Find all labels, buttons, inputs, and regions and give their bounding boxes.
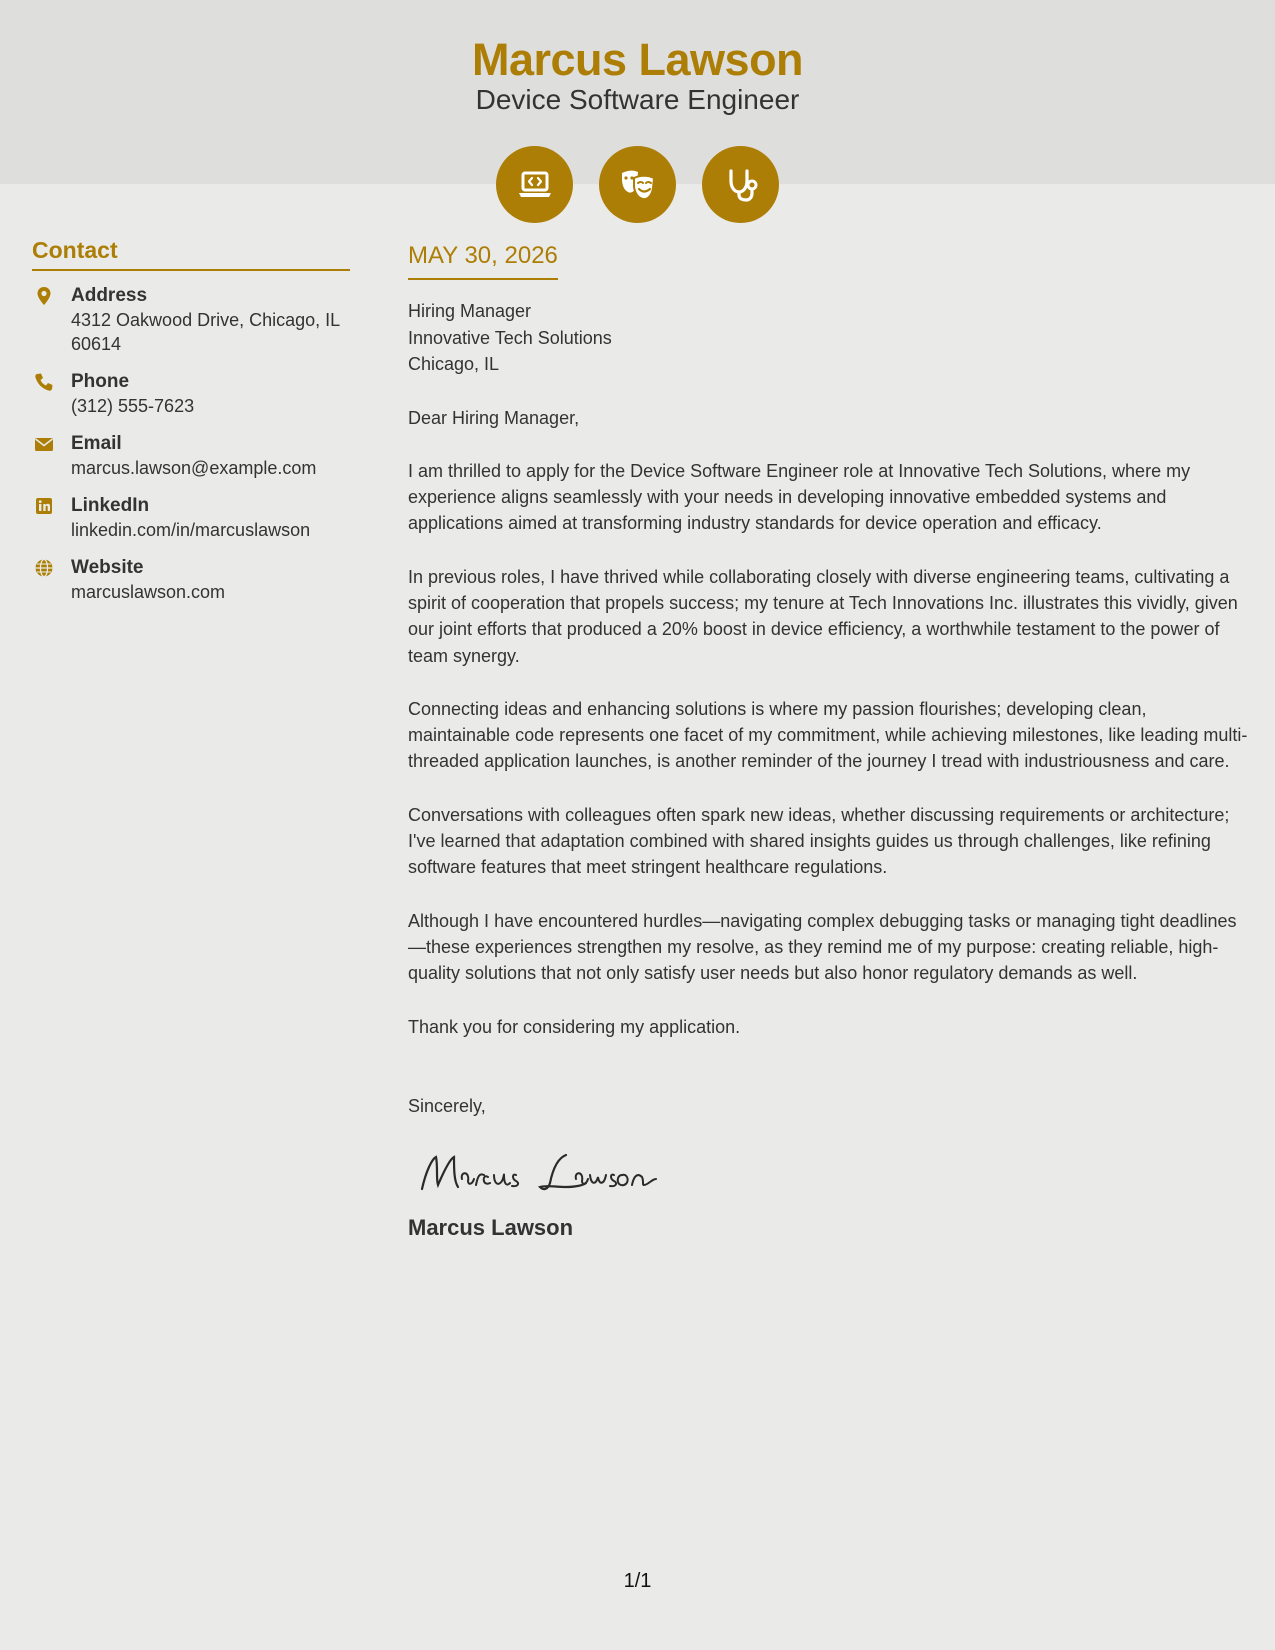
paragraph: Connecting ideas and enhancing solutions is where my passion flourishes; developing clean, maintainable code represents one facet of my commitment, while achieving milestones, like leading multi-threaded application launches, is another reminder of the journey I tread with industriousness and care. [408,698,1248,772]
contact-sidebar [32,237,350,604]
signed-name: Marcus Lawson [408,1215,574,1241]
envelope-icon [34,434,54,454]
contact-phone [32,370,350,418]
contact-email [32,432,350,480]
contact-heading: Contact [32,237,350,271]
paragraph: Thank you for considering my application. [408,1016,741,1037]
contact-label: Address [71,285,148,306]
stethoscope-icon [702,146,779,223]
contact-linkedin [32,494,350,542]
contact-value: marcus.lawson@example.com [71,458,317,478]
map-pin-icon [34,286,54,306]
masks-theater-icon [599,146,676,223]
interest-icons [496,146,779,223]
closing: Sincerely, [408,1095,486,1116]
job-title: Device Software Engineer [475,84,800,115]
candidate-name: Marcus Lawson [471,34,804,85]
recipient-block [408,298,1248,378]
paragraph: In previous roles, I have thrived while collaborating closely with diverse engineering teams, cultivating a spirit of cooperation that propels success; my tenure at Tech Innovations Inc. illustrates this vividly, given our joint efforts that produced a 20% boost in device efficiency, a worthwhile testament to the power of team synergy. [408,566,1238,666]
contact-value: marcuslawson.com [71,582,226,602]
linkedin-icon [34,496,54,516]
paragraph: Conversations with colleagues often spark new ideas, whether discussing requirements or architecture; I've learned that adaptation combined with shared insights guides us through challenges, like refining software features that meet stringent healthcare regulations. [408,804,1230,878]
globe-icon [34,558,54,578]
contact-value: (312) 555-7623 [71,396,195,416]
recipient-line: Hiring Manager [408,301,532,321]
letter-date: MAY 30, 2026 [408,240,558,280]
contact-address [32,284,350,356]
paragraph: I am thrilled to apply for the Device Software Engineer role at Innovative Tech Solutions, where my experience aligns seamlessly with your needs in developing innovative embedded systems and applications aimed at transforming industry standards for device operation and efficacy. [408,460,1191,534]
handwritten-signature [416,1141,1248,1201]
contact-label: LinkedIn [71,495,150,516]
page-number: 1/1 [623,1570,652,1592]
recipient-line: Chicago, IL [408,354,500,374]
salutation: Dear Hiring Manager, [408,407,580,428]
contact-value: 4312 Oakwood Drive, Chicago, IL 60614 [71,310,340,354]
paragraph: Although I have encountered hurdles—navigating complex debugging tasks or managing tight deadlines—these experiences strengthen my resolve, as they remind me of my purpose: creating reliable, high-quality solutions that not only satisfy user needs but also honor regulatory demands as well. [408,910,1237,984]
laptop-code-icon [496,146,573,223]
contact-label: Email [71,433,122,454]
letter-body [408,240,1248,1241]
contact-value: linkedin.com/in/marcuslawson [71,520,311,540]
phone-icon [34,372,54,392]
contact-website [32,556,350,604]
recipient-line: Innovative Tech Solutions [408,327,612,348]
contact-label: Website [71,557,144,578]
contact-label: Phone [71,371,130,392]
